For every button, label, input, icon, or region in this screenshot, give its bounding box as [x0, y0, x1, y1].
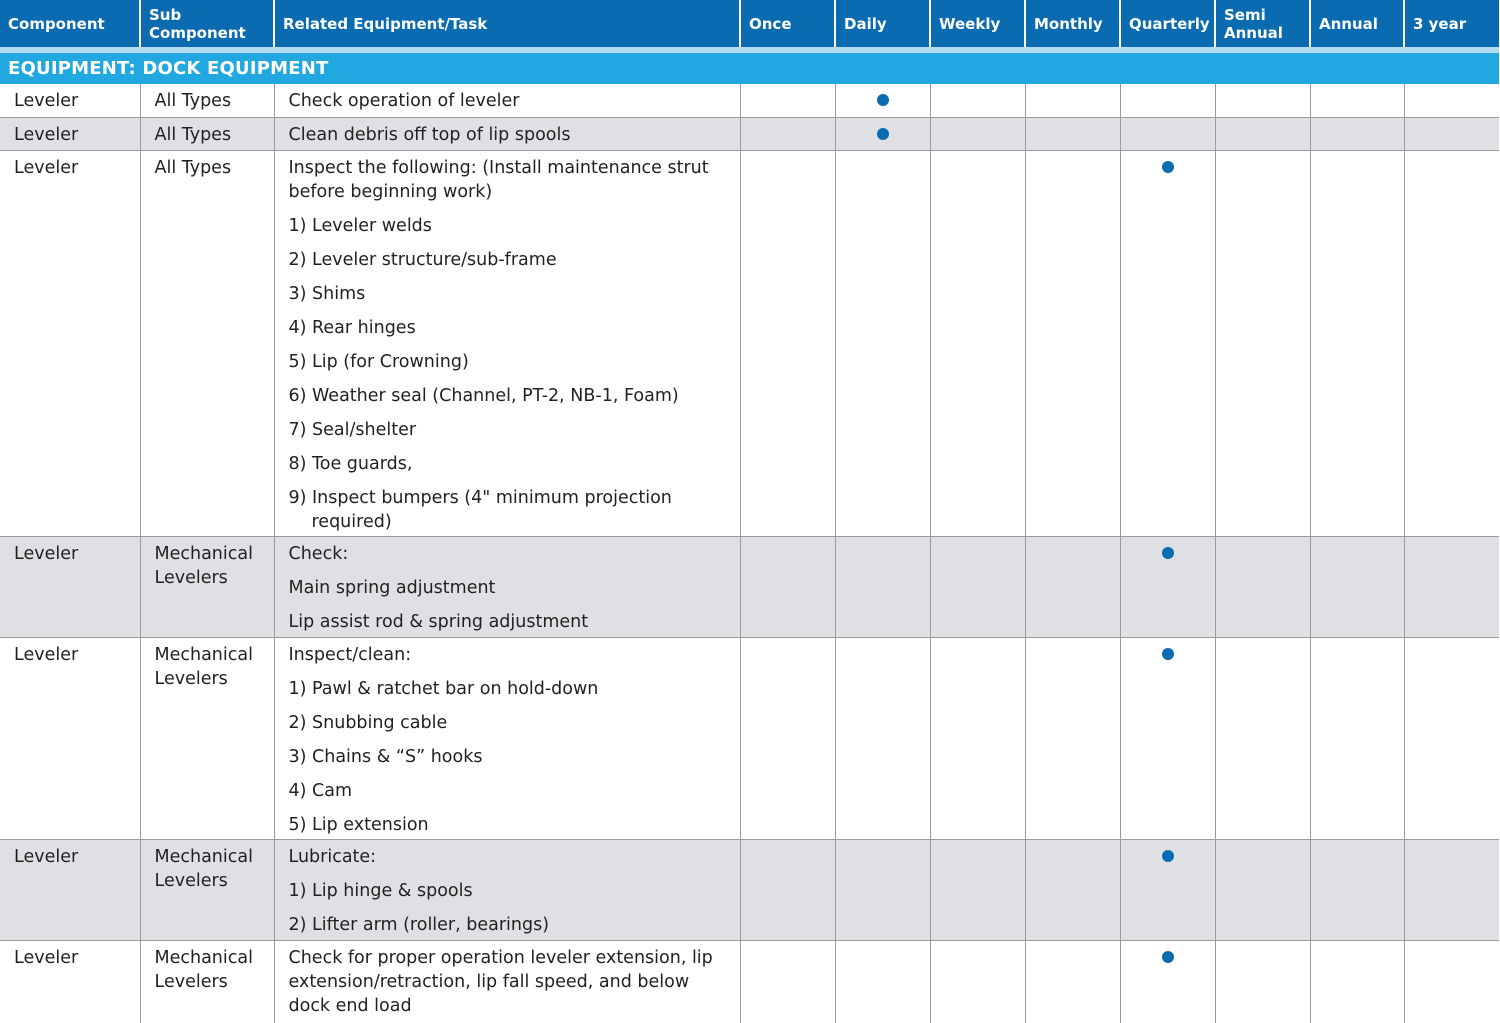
- frequency-cell-once: [740, 117, 835, 150]
- column-header-label: Semi Annual: [1224, 5, 1283, 42]
- task-line: 1) Lip hinge & spools: [288, 880, 473, 901]
- frequency-cell-monthly: [1025, 150, 1120, 536]
- task-cell: [274, 637, 740, 839]
- task-line: 5) Lip (for Crowning): [288, 351, 469, 372]
- table-row: [0, 839, 1499, 940]
- task-line: 4) Rear hinges: [288, 317, 416, 338]
- task-line: 4) Cam: [288, 780, 353, 801]
- task-line: Check operation of leveler: [288, 91, 520, 111]
- frequency-cell-weekly: [930, 84, 1025, 117]
- frequency-cell-daily: [835, 84, 930, 117]
- task-line: Inspect/clean:: [288, 644, 412, 665]
- frequency-cell-annual: [1310, 940, 1404, 1023]
- column-header-semi-annual: [1215, 0, 1310, 47]
- frequency-cell-daily: [835, 117, 930, 150]
- frequency-cell-once: [740, 150, 835, 536]
- task-line: Main spring adjustment: [288, 577, 496, 598]
- table-row: [0, 84, 1499, 117]
- task-line: 6) Weather seal (Channel, PT-2, NB-1, Foam): [288, 385, 679, 406]
- column-header-3-year: [1404, 0, 1499, 47]
- frequency-cell-quarterly: [1120, 940, 1215, 1023]
- sub-component-cell: All Types: [140, 117, 274, 150]
- column-header-component: [0, 0, 140, 47]
- column-header-label: 3 year: [1413, 14, 1467, 33]
- frequency-cell-weekly: [930, 150, 1025, 536]
- task-cell: [274, 150, 740, 536]
- frequency-cell-once: [740, 940, 835, 1023]
- task-cell: [274, 839, 740, 940]
- task-line: Lip assist rod & spring adjustment: [288, 611, 589, 632]
- frequency-cell-3-year: [1404, 940, 1499, 1023]
- component-cell: Leveler: [0, 84, 140, 117]
- task-cell: [274, 536, 740, 637]
- column-header-label: Once: [749, 14, 792, 33]
- frequency-cell-annual: [1310, 637, 1404, 839]
- column-header-label: Sub Component: [149, 5, 246, 42]
- column-header-once: [740, 0, 835, 47]
- frequency-dot-icon: [877, 94, 889, 106]
- task-line: 9) Inspect bumpers (4" minimum projection required): [288, 487, 672, 532]
- column-header-weekly: [930, 0, 1025, 47]
- frequency-cell-annual: [1310, 536, 1404, 637]
- component-cell: Leveler: [0, 940, 140, 1023]
- frequency-cell-quarterly: [1120, 536, 1215, 637]
- task-line: 1) Pawl & ratchet bar on hold-down: [288, 678, 599, 699]
- frequency-cell-semi-annual: [1215, 536, 1310, 637]
- frequency-cell-weekly: [930, 940, 1025, 1023]
- sub-component-cell: Mechanical Levelers: [140, 839, 274, 940]
- frequency-cell-3-year: [1404, 117, 1499, 150]
- column-header-annual: [1310, 0, 1404, 47]
- task-line: 5) Lip extension: [288, 814, 429, 835]
- frequency-cell-3-year: [1404, 536, 1499, 637]
- frequency-dot-icon: [1162, 161, 1174, 173]
- frequency-cell-weekly: [930, 536, 1025, 637]
- frequency-cell-annual: [1310, 150, 1404, 536]
- table-row: [0, 536, 1499, 637]
- frequency-cell-quarterly: [1120, 150, 1215, 536]
- sub-component-cell: All Types: [140, 150, 274, 536]
- task-line: Check:: [288, 543, 349, 564]
- table-row: [0, 637, 1499, 839]
- frequency-cell-daily: [835, 839, 930, 940]
- frequency-cell-monthly: [1025, 84, 1120, 117]
- task-line: Check for proper operation leveler extension, lip extension/retraction, lip fall speed, and below dock end load: [288, 947, 713, 1016]
- frequency-cell-once: [740, 84, 835, 117]
- frequency-cell-once: [740, 637, 835, 839]
- frequency-cell-quarterly: [1120, 84, 1215, 117]
- column-header-sub-component: [140, 0, 274, 47]
- frequency-cell-semi-annual: [1215, 839, 1310, 940]
- column-header-label: Component: [8, 14, 105, 33]
- table-body: [0, 84, 1499, 1023]
- column-header-label: Daily: [844, 14, 887, 33]
- frequency-cell-once: [740, 536, 835, 637]
- task-line: 7) Seal/shelter: [288, 419, 417, 440]
- frequency-cell-weekly: [930, 637, 1025, 839]
- section-row: [0, 53, 1499, 84]
- frequency-cell-once: [740, 839, 835, 940]
- frequency-cell-annual: [1310, 84, 1404, 117]
- table-row: [0, 150, 1499, 536]
- frequency-dot-icon: [1162, 547, 1174, 559]
- column-header-quarterly: [1120, 0, 1215, 47]
- task-line: 3) Shims: [288, 283, 366, 304]
- component-cell: Leveler: [0, 150, 140, 536]
- frequency-cell-quarterly: [1120, 117, 1215, 150]
- frequency-cell-daily: [835, 940, 930, 1023]
- column-header-label: Related Equipment/Task: [283, 14, 488, 33]
- task-line: 2) Lifter arm (roller, bearings): [288, 914, 550, 935]
- table-row: [0, 117, 1499, 150]
- frequency-cell-monthly: [1025, 839, 1120, 940]
- column-header-label: Annual: [1319, 14, 1378, 33]
- frequency-cell-weekly: [930, 117, 1025, 150]
- component-cell: Leveler: [0, 117, 140, 150]
- frequency-dot-icon: [1162, 648, 1174, 660]
- frequency-cell-3-year: [1404, 150, 1499, 536]
- frequency-dot-icon: [1162, 850, 1174, 862]
- frequency-cell-3-year: [1404, 637, 1499, 839]
- column-header-label: Monthly: [1034, 14, 1103, 33]
- frequency-cell-daily: [835, 536, 930, 637]
- frequency-cell-monthly: [1025, 940, 1120, 1023]
- frequency-cell-daily: [835, 150, 930, 536]
- frequency-dot-icon: [1162, 951, 1174, 963]
- frequency-cell-monthly: [1025, 117, 1120, 150]
- frequency-cell-semi-annual: [1215, 150, 1310, 536]
- column-header-daily: [835, 0, 930, 47]
- frequency-cell-semi-annual: [1215, 84, 1310, 117]
- column-header-monthly: [1025, 0, 1120, 47]
- task-line: 3) Chains & “S” hooks: [288, 746, 483, 767]
- task-cell: [274, 940, 740, 1023]
- sub-component-cell: Mechanical Levelers: [140, 637, 274, 839]
- frequency-cell-3-year: [1404, 84, 1499, 117]
- component-cell: Leveler: [0, 536, 140, 637]
- frequency-cell-monthly: [1025, 637, 1120, 839]
- task-line: 1) Leveler welds: [288, 215, 432, 236]
- task-line: Clean debris off top of lip spools: [288, 124, 571, 145]
- frequency-cell-semi-annual: [1215, 637, 1310, 839]
- frequency-cell-monthly: [1025, 536, 1120, 637]
- section-title: EQUIPMENT: DOCK EQUIPMENT: [0, 53, 1499, 84]
- table-row: [0, 940, 1499, 1023]
- task-line: 2) Leveler structure/sub-frame: [288, 249, 557, 270]
- frequency-dot-icon: [877, 128, 889, 140]
- frequency-cell-daily: [835, 637, 930, 839]
- task-line: 8) Toe guards,: [288, 453, 413, 474]
- frequency-cell-3-year: [1404, 839, 1499, 940]
- frequency-cell-semi-annual: [1215, 940, 1310, 1023]
- frequency-cell-weekly: [930, 839, 1025, 940]
- frequency-cell-semi-annual: [1215, 117, 1310, 150]
- frequency-cell-quarterly: [1120, 839, 1215, 940]
- task-line: 2) Snubbing cable: [288, 712, 448, 733]
- frequency-cell-quarterly: [1120, 637, 1215, 839]
- table-header-row: [0, 0, 1499, 47]
- task-line: Inspect the following: (Install maintenance strut before beginning work): [288, 157, 709, 202]
- sub-component-cell: All Types: [140, 84, 274, 117]
- sub-component-cell: Mechanical Levelers: [140, 536, 274, 637]
- column-header-related-equipment-task: [274, 0, 740, 47]
- column-header-label: Weekly: [939, 14, 1001, 33]
- column-header-label: Quarterly: [1129, 14, 1210, 33]
- component-cell: Leveler: [0, 637, 140, 839]
- component-cell: Leveler: [0, 839, 140, 940]
- task-cell: [274, 84, 740, 117]
- frequency-cell-annual: [1310, 839, 1404, 940]
- task-line: Lubricate:: [288, 846, 377, 867]
- sub-component-cell: Mechanical Levelers: [140, 940, 274, 1023]
- task-cell: [274, 117, 740, 150]
- frequency-cell-annual: [1310, 117, 1404, 150]
